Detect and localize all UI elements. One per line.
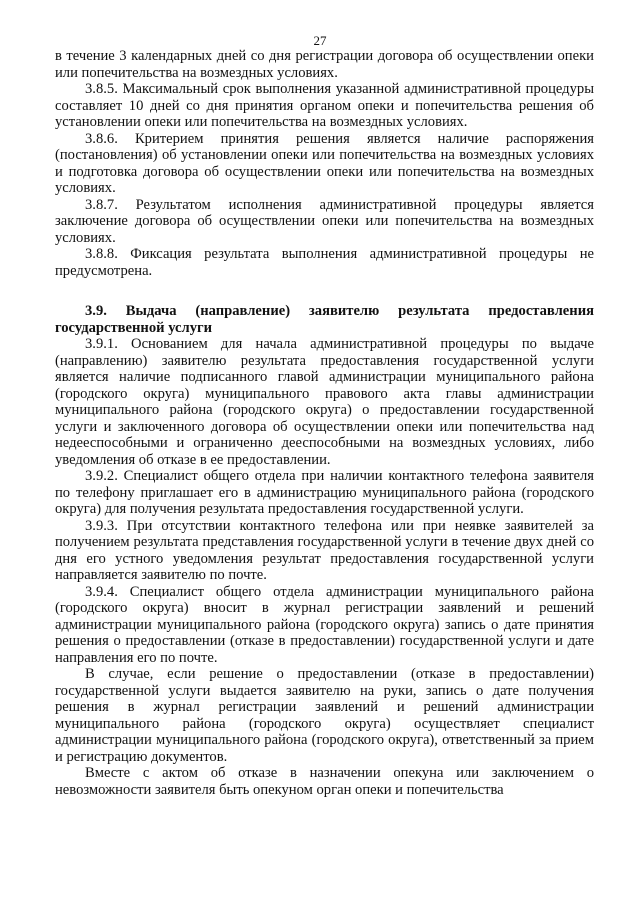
paragraph-3-9-3: 3.9.3. При отсутствии контактного телефона или при неявке заявителей за получением результата представления государственной услуги в течение двух дней со дня его устного уведомления результат предоставления государственной услуги направляется заявителю по почте.	[55, 517, 594, 583]
section-heading-3-9: 3.9. Выдача (направление) заявителю результата предоставления государственной услуги	[55, 303, 594, 336]
section-spacer	[55, 279, 594, 303]
document-body	[55, 48, 594, 798]
paragraph-3-9-2: 3.9.2. Специалист общего отдела при наличии контактного телефона заявителя по телефону приглашает его в администрацию муниципального района (городского округа) для получения результата предоставления государственной услуги.	[55, 468, 594, 517]
paragraph-case: В случае, если решение о предоставлении (отказе в предоставлении) государственной услуги выдается заявителю на руки, запись о дате получения решения в журнал регистрации заявлений и решений администрации муниципального района (городского округа) осуществляет специалист администрации муниципального района (городского округа), ответственный за прием и регистрацию документов.	[55, 666, 594, 765]
paragraph-3-8-6: 3.8.6. Критерием принятия решения является наличие распоряжения (постановления) об установлении опеки или попечительства на возмездных условиях и подготовка договора об осуществлении опеки или попечительства на возмездных условиях.	[55, 130, 594, 196]
paragraph-3-9-4: 3.9.4. Специалист общего отдела администрации муниципального района (городского округа) вносит в журнал регистрации заявлений и решений администрации муниципального района (городского округа) запись о дате принятия решения о предоставлении (отказе в предоставлении) государственной услуги и дате направления его по почте.	[55, 583, 594, 666]
page-number: 27	[313, 33, 327, 48]
paragraph-3-8-5: 3.8.5. Максимальный срок выполнения указанной административной процедуры составляет 10 дней со дня принятия органом опеки и попечительства решения об установлении опеки или попечительства на возмездных условиях.	[55, 81, 594, 130]
paragraph-3-9-1: 3.9.1. Основанием для начала административной процедуры по выдаче (направлению) заявителю результата предоставления государственной услуги является наличие подписанного главой администрации муниципального района (городского округа) муниципального правового акта главы администрации муниципального района (городского округа) о предоставлении государственной услуги и заключенного договора об осуществлении опеки или попечительства над недееспособными и ограниченно дееспособными на возмездных условиях, либо уведомления об отказе в ее предоставлении.	[55, 336, 594, 468]
paragraph-3-8-7: 3.8.7. Результатом исполнения административной процедуры является заключение договора об осуществлении опеки или попечительства на возмездных условиях.	[55, 196, 594, 246]
paragraph-3-8-8: 3.8.8. Фиксация результата выполнения административной процедуры не предусмотрена.	[55, 246, 594, 279]
paragraph-continuation: в течение 3 календарных дней со дня регистрации договора об осуществлении опеки или попечительства на возмездных условиях.	[55, 48, 594, 81]
paragraph-final: Вместе с актом об отказе в назначении опекуна или заключением о невозможности заявителя быть опекуном орган опеки и попечительства	[55, 765, 594, 798]
